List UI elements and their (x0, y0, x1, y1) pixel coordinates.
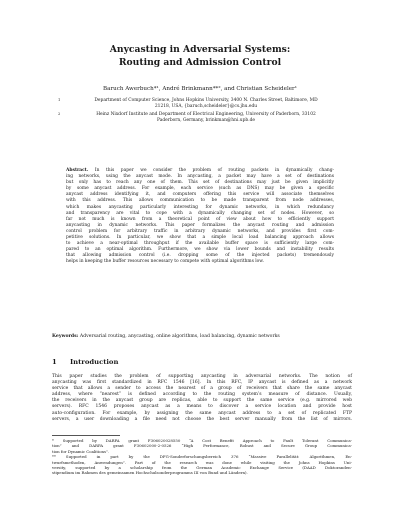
abstract-line: to achieve a near-optimal throughput if the available buffer space is sufficiently large com- (66, 241, 334, 247)
abstract-label: Abstract. (66, 168, 89, 173)
affiliation-line: Heinz Nixdorf Institute and Department of Electrical Engineering, University of Paderborn, 33102 (96, 112, 316, 117)
section-number: 1 (52, 358, 57, 366)
affiliation-line: Department of Computer Science, Johns Hopkins University, 3400 N. Charles Street, Baltimore, MD (94, 98, 318, 103)
affiliation-1 (58, 98, 346, 109)
body-line: This paper studies the problem of supporting anycasting in adversarial networks. The notion of (52, 374, 352, 379)
footnote-line: ** Supported in part by the DFG-Sonderforschungsbereich 376 “Massive Parallelität: Algorithmen, En- (52, 454, 352, 460)
footnote-line: versity, supported by a scholarship from the German Academic Exchange Service (DAAD Doktoranden- (52, 465, 352, 471)
abstract-line: far not much is known from a theoretical point of view about how to efficiently support (66, 216, 334, 222)
footnote-line: tion” and DARPA grant F30602000-2-0526 “High Performance, Robust and Secure Group Communica- (52, 443, 352, 449)
body-line: address, where “nearest” is defined according to the routing system’s measure of distance. Usually, (52, 392, 352, 398)
footnote-line: tion for Dynamic Coalitions”. (52, 448, 110, 454)
intro-paragraph (52, 374, 352, 423)
keywords (52, 334, 352, 340)
abstract-line: control problem for arbitrary traffic in arbitrary dynamic networks, and provides first com- (66, 228, 334, 234)
abstract-line: ing networks, using the anycast mode. In anycasting, a packet may have a set of destinations (66, 174, 334, 180)
footnote-2 (52, 454, 352, 476)
abstract-line: which makes anycasting particularly interesting for dynamic networks, in which redundancy (66, 204, 334, 210)
abstract-line: anycast address identifying it, and computers offering this service will associate themselves (66, 192, 334, 198)
affiliation-line: Paderborn, Germany, brinkman@hni.upb.de (156, 117, 256, 123)
affiliation-line: 21218, USA, {baruch,scheideler}@cs.jhu.edu (154, 103, 258, 109)
keywords-text: Adversarial routing, anycasting, online algorithms, load balancing, dynamic networks (79, 334, 280, 339)
abstract-text: In this paper we consider the problem of routing packets in dynamically chang- (94, 168, 334, 173)
footnote-line: stipendium im Rahmen des gemeinsamen Hochschulsonderprogramms III von Bund und Ländern). (52, 470, 248, 476)
section-title: Introduction (70, 358, 119, 366)
footnote-line: twurfsmethoden, Anwendungen”. Part of the research was done while visiting the Johns Hopkins Uni- (52, 459, 352, 465)
footnotes (52, 438, 352, 476)
footnote-line: * Supported by DARPA grant F306020028550 “A Cost Benefit Approach to Fault Tolerant Communica- (52, 438, 352, 443)
affiliation-number: 2 (58, 112, 61, 116)
body-line: auto-configuration. For example, by assigning the same anycast address to a set of replicated FTP (52, 410, 352, 416)
paper-title (0, 44, 400, 69)
author-list: Baruch Awerbuch*¹, André Brinkmann**², and Christian Scheideler¹ (103, 86, 297, 92)
body-line: servers). RFC 1546 proposes anycast as a means to discover a service location and provide host (52, 404, 352, 410)
abstract-line: but only has to reach any one of them. This set of destinations may just be given implicitly (66, 180, 334, 186)
abstract-line: anycasting in dynamic networks. This paper formalizes the anycast routing and admission (66, 222, 334, 228)
abstract-line: petitive solutions. In particular, we show that a simple local load balancing approach allows (66, 235, 334, 241)
affiliation-2 (58, 112, 346, 123)
abstract-line: by some anycast address. For example, each service (such as DNS) may be given a specific (66, 186, 334, 192)
abstract-line: and transparency are vital to cope with a dynamically changing set of nodes. However, so (66, 210, 334, 216)
abstract-line: pared to an optimal algorithm. Furthermore, we show via lower bounds and instability results (66, 247, 334, 253)
title-line: Anycasting in Adversarial Systems: (109, 44, 291, 55)
affiliation-number: 1 (58, 98, 61, 102)
abstract-line: with this address. This allows communication to be made transparent from node addresses, (66, 198, 334, 204)
footnote-1 (52, 438, 352, 454)
abstract (66, 168, 334, 266)
footnote-divider (52, 435, 120, 436)
body-line: servers, a user downloading a file need not choose the best server manually from the list of mirrors. (52, 416, 352, 422)
body-line: the receivers in the anycast group are replicas, able to support the same service (e.g. mirrored web (52, 398, 352, 404)
section-heading (52, 358, 352, 367)
keywords-label: Keywords: (52, 334, 79, 339)
body-line: service that allows a sender to access the nearest of a group of receivers that share the same anycast (52, 386, 352, 392)
abstract-line: helps in keeping the buffer resources necessary to compete with optimal algorithms low. (66, 259, 264, 265)
abstract-line: that allowing admission control (i.e. dropping some of the injected packets) tremendously (66, 253, 334, 259)
title-line: Routing and Admission Control (118, 56, 282, 68)
body-line: anycasting was first standardized in RFC 1546 [16]. In this RFC, IP anycast is defined as a network (52, 380, 352, 386)
